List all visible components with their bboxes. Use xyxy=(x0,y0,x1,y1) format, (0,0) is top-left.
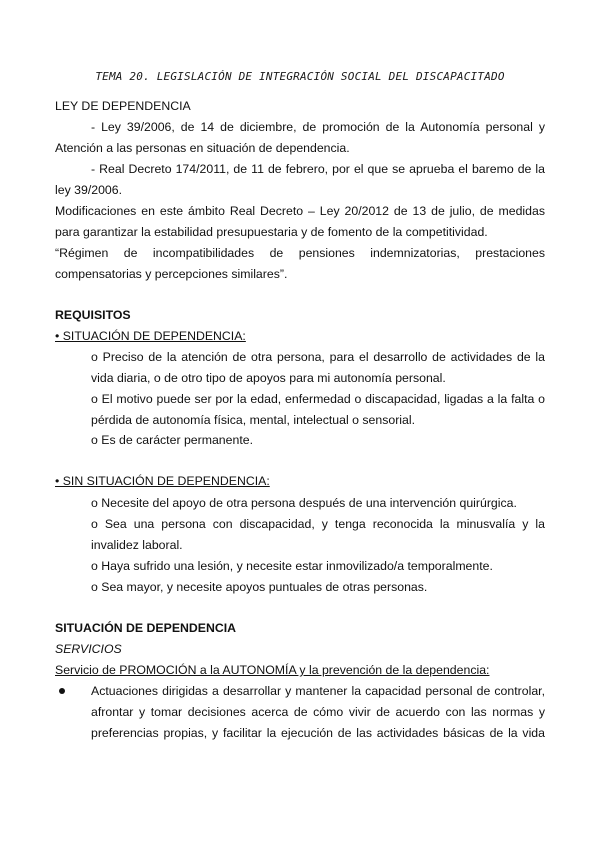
regimen-line1: “Régimen de incompatibilidades de pensiones indemnizatorias, prestaciones xyxy=(55,246,545,260)
ley-39-2006-line1: - Ley 39/2006, de 14 de diciembre, de promoción de la Autonomía personal y xyxy=(91,120,545,134)
situacion-heading: SITUACIÓN DE DEPENDENCIA xyxy=(55,621,237,635)
actuaciones-line1: Actuaciones dirigidas a desarrollar y mantener la capacidad personal de controlar, xyxy=(91,684,545,698)
sin-item-2-line2: invalidez laboral. xyxy=(91,538,183,552)
situacion-dependencia-subheading: • SITUACIÓN DE DEPENDENCIA: xyxy=(55,329,246,343)
requisitos-heading: REQUISITOS xyxy=(55,308,131,322)
sin-item-3: o Haya sufrido una lesión, y necesite estar inmovilizado/a temporalmente. xyxy=(91,559,493,573)
regimen-line2: compensatorias y percepciones similares”. xyxy=(55,267,288,281)
ley-39-2006-line2: Atención a las personas en situación de dependencia. xyxy=(55,141,350,155)
con-item-3: o Es de carácter permanente. xyxy=(91,433,253,447)
con-item-1-line1: o Preciso de la atención de otra persona, para el desarrollo de actividades de la xyxy=(91,350,545,364)
sin-situacion-dependencia-subheading: • SIN SITUACIÓN DE DEPENDENCIA: xyxy=(55,474,270,488)
real-decreto-line2: ley 39/2006. xyxy=(55,183,123,197)
document-title: TEMA 20. LEGISLACIÓN DE INTEGRACIÓN SOCIAL DEL DISCAPACITADO xyxy=(95,70,505,83)
servicios-label: SERVICIOS xyxy=(55,642,122,656)
bullet-dot xyxy=(59,688,65,694)
promocion-autonomia-heading: Servicio de PROMOCIÓN a la AUTONOMÍA y la prevención de la dependencia: xyxy=(55,663,490,677)
real-decreto-line1: - Real Decreto 174/2011, de 11 de febrero, por el que se aprueba el baremo de la xyxy=(91,162,545,176)
sin-item-2-line1: o Sea una persona con discapacidad, y tenga reconocida la minusvalía y la xyxy=(91,517,545,531)
sin-item-1: o Necesite del apoyo de otra persona después de una intervención quirúrgica. xyxy=(91,496,517,510)
actuaciones-line2: afrontar y tomar decisiones acerca de cómo vivir de acuerdo con las normas y xyxy=(91,705,545,719)
modificaciones-line2: para garantizar la estabilidad presupuestaria y de fomento de la competitividad. xyxy=(55,225,488,239)
sin-item-4: o Sea mayor, y necesite apoyos puntuales de otras personas. xyxy=(91,580,428,594)
con-item-2-line2: pérdida de autonomía física, mental, intelectual o sensorial. xyxy=(91,413,416,427)
modificaciones-line1: Modificaciones en este ámbito Real Decreto – Ley 20/2012 de 13 de julio, de medidas xyxy=(55,204,545,218)
intro-heading: LEY DE DEPENDENCIA xyxy=(55,99,191,113)
actuaciones-line3: preferencias propias, y facilitar la ejecución de las actividades básicas de la vida xyxy=(91,726,545,740)
con-item-2-line1: o El motivo puede ser por la edad, enfermedad o discapacidad, ligadas a la falta o xyxy=(91,392,545,406)
con-item-1-line2: vida diaria, o de otro tipo de apoyos para mi autonomía personal. xyxy=(91,371,446,385)
